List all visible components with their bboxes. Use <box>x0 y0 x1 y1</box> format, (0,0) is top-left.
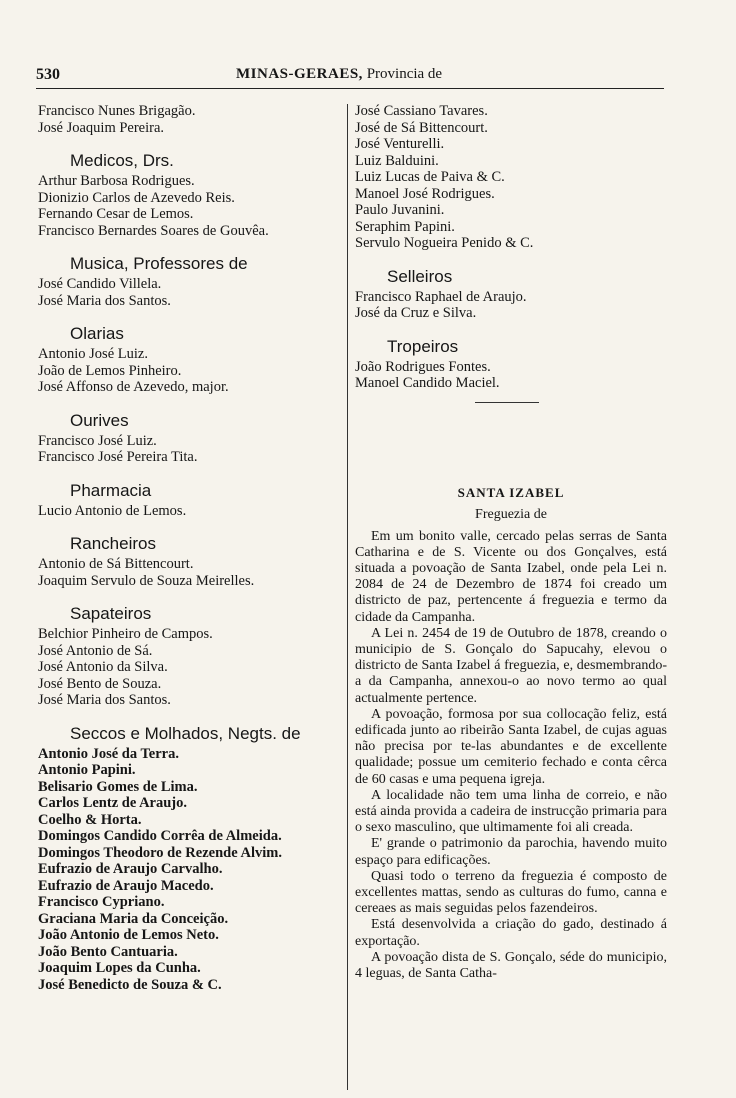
list-item: Dionizio Carlos de Azevedo Reis. <box>38 189 235 206</box>
section-title: Selleiros <box>387 266 453 286</box>
paragraph: A povoação, formosa por sua collocação feliz, está edificada junto ao ribeirão Santa Izabel, de cujas aguas não precisa por te-las abundantes e de excellente qualidade; possue um cemiterio fechado e conta cêrca de 60 casas e uma pequena igreja. <box>355 706 667 787</box>
list-item: José Affonso de Azevedo, major. <box>38 379 229 395</box>
list-item: Antonio José Luiz. <box>38 346 148 362</box>
paragraph: Quasi todo o terreno da freguezia é composto de excellentes mattas, sendo as culturas do fumo, canna e cereaes as mais seguidas pelos fazendeiros. <box>355 868 667 917</box>
section-title: Pharmacia <box>70 480 152 500</box>
list-item: Arthur Barbosa Rodrigues. <box>38 173 195 189</box>
list-item: Luiz Balduini. <box>355 152 439 169</box>
list-item: José Cassiano Tavares. <box>355 103 488 119</box>
list-item: Joaquim Servulo de Souza Meirelles. <box>38 572 255 589</box>
list-item: Antonio José da Terra. <box>38 745 179 762</box>
section-seccos-molhados <box>38 723 346 994</box>
list-item: Seraphim Papini. <box>355 218 455 235</box>
list-item: Coelho & Horta. <box>38 811 142 828</box>
list-item: Francisco Cypriano. <box>38 894 165 910</box>
paragraph: E' grande o patrimonio da parochia, havendo muito espaço para edificações. <box>355 836 667 868</box>
list-item: José Joaquim Pereira. <box>38 119 165 136</box>
list-item: José Bento de Souza. <box>38 675 162 692</box>
list-item: Eufrazio de Araujo Macedo. <box>38 877 214 894</box>
paragraph: Está desenvolvida a criação do gado, destinado á exportação. <box>355 917 667 949</box>
section-ourives <box>38 410 346 466</box>
section-title: Sapateiros <box>70 604 152 623</box>
province-label: Provincia de <box>366 66 443 82</box>
list-item: José Candido Villela. <box>38 276 162 292</box>
list-item: Eufrazio de Araujo Carvalho. <box>38 861 223 877</box>
list-item: Antonio de Sá Bittencourt. <box>38 556 194 572</box>
list-item: Francisco Nunes Brigagão. <box>38 103 196 119</box>
list-item: Belisario Gomes de Lima. <box>38 778 198 795</box>
list-item: João Bento Cantuaria. <box>38 943 178 960</box>
list-item: Manoel Candido Maciel. <box>355 375 500 391</box>
list-item: José Venturelli. <box>355 136 445 152</box>
section-title: Rancheiros <box>70 534 156 553</box>
section-title: Musica, Professores de <box>70 254 248 273</box>
running-head <box>236 66 442 83</box>
list-item: Francisco José Luiz. <box>38 432 157 449</box>
list-item: Manoel José Rodrigues. <box>355 185 495 202</box>
list-item: Luiz Lucas de Paiva & C. <box>355 169 505 185</box>
list-item: José de Sá Bittencourt. <box>355 119 488 136</box>
section-title: Tropeiros <box>387 336 459 356</box>
list-item: João de Lemos Pinheiro. <box>38 362 182 379</box>
section-medicos <box>38 150 346 239</box>
page-header <box>36 66 664 89</box>
intro-names <box>38 103 346 136</box>
list-item: Francisco José Pereira Tita. <box>38 449 198 465</box>
column-divider <box>347 104 348 1090</box>
section-musica <box>38 253 346 309</box>
list-item: Joaquim Lopes da Cunha. <box>38 960 201 976</box>
page-number: 530 <box>36 66 60 83</box>
section-pharmacia <box>38 480 346 520</box>
list-item: Fernando Cesar de Lemos. <box>38 206 194 222</box>
section-tropeiros <box>355 336 667 392</box>
list-item: Servulo Nogueira Penido & C. <box>355 235 534 251</box>
list-item: Lucio Antonio de Lemos. <box>38 502 187 519</box>
list-item: Francisco Raphael de Araujo. <box>355 288 527 305</box>
list-item: Domingos Theodoro de Rezende Alvim. <box>38 844 282 861</box>
right-column <box>355 103 667 982</box>
article-subtitle: Freguezia de <box>475 506 547 522</box>
paragraph: Em um bonito valle, cercado pelas serras de Santa Catharina e de S. Vicente ou dos Gonçalves, está situada a povoação de Santa Izabel, onde pela Lei n. 2084 de 24 de Dezembro de 1874 foi creado um districto de paz, pertencente á freguezia e termo da cidade da Campanha. <box>355 528 667 625</box>
list-item: Carlos Lentz de Araujo. <box>38 795 188 811</box>
list-item: José Benedicto de Souza & C. <box>38 976 222 993</box>
paragraph: A localidade não tem uma linha de correio, e não está ainda provida a cadeira de instrucção primaria para o sexo masculino, que ultimamente foi ali creada. <box>355 787 667 836</box>
list-item: Antonio Papini. <box>38 762 136 778</box>
list-item: Francisco Bernardes Soares de Gouvêa. <box>38 222 269 239</box>
list-item: Belchior Pinheiro de Campos. <box>38 626 213 642</box>
publication-title: MINAS-GERAES, <box>236 66 363 82</box>
left-column <box>38 103 346 993</box>
list-item: José Maria dos Santos. <box>38 292 171 309</box>
section-title: Seccos e Molhados, Negts. de <box>70 723 301 743</box>
section-selleiros <box>355 266 667 322</box>
list-item: Paulo Juvanini. <box>355 202 445 218</box>
paragraph: A Lei n. 2454 de 19 de Outubro de 1878, creando o municipio de S. Gonçalo do Sapucahy, elevou o districto de Santa Izabel á freguezia, e, desmembrando-a da Campanha, annexou-o ao novo termo ao qual actualmente pertence. <box>355 625 667 706</box>
list-item: Graciana Maria da Conceição. <box>38 910 229 927</box>
section-title: Olarias <box>70 324 124 343</box>
list-item: José Antonio de Sá. <box>38 642 153 659</box>
continued-names <box>355 103 667 252</box>
section-sapateiros <box>38 603 346 709</box>
list-item: Domingos Candido Corrêa de Almeida. <box>38 828 282 844</box>
list-item: João Rodrigues Fontes. <box>355 358 491 375</box>
section-divider <box>475 402 539 403</box>
section-rancheiros <box>38 533 346 589</box>
paragraph: A povoação dista de S. Gonçalo, séde do municipio, 4 leguas, de Santa Catha- <box>355 949 667 981</box>
article-title: SANTA IZABEL <box>457 484 565 500</box>
list-item: José da Cruz e Silva. <box>355 305 477 321</box>
section-title: Medicos, Drs. <box>70 151 174 170</box>
section-title: Ourives <box>70 410 129 430</box>
section-olarias <box>38 323 346 396</box>
list-item: João Antonio de Lemos Neto. <box>38 927 219 943</box>
list-item: José Antonio da Silva. <box>38 659 168 675</box>
list-item: José Maria dos Santos. <box>38 692 171 708</box>
article-body <box>355 529 667 983</box>
